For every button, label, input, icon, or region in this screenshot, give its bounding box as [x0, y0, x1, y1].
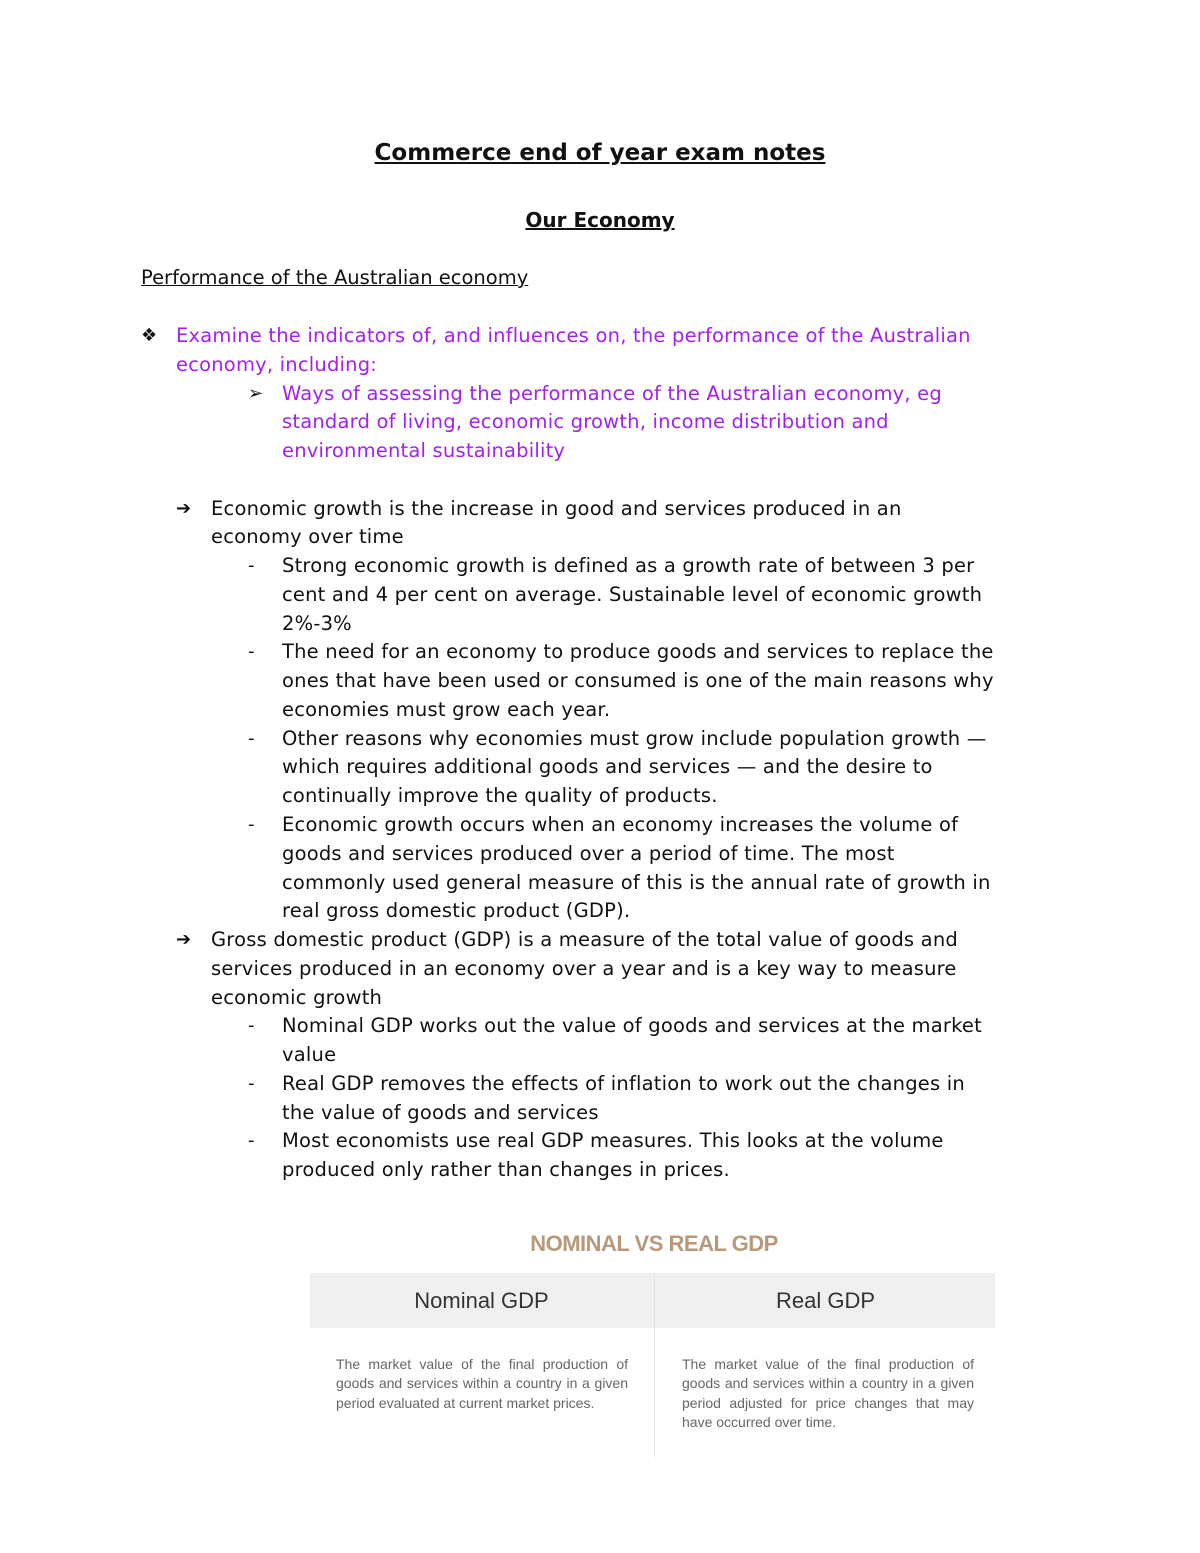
note-line — [0, 753, 1200, 782]
note-line — [0, 1070, 1200, 1099]
nominal-vs-real-gdp-figure — [310, 1225, 995, 1457]
note-line — [0, 811, 1200, 840]
diamond-bullet-icon: ❖ — [141, 325, 158, 346]
note-text: economy over time — [211, 525, 404, 549]
arrow-bullet-icon: ➔ — [176, 497, 192, 519]
note-text: services produced in an economy over a year and is a key way to measure — [211, 956, 957, 980]
note-line — [0, 1099, 1200, 1128]
note-line — [0, 523, 1200, 552]
note-text: environmental sustainability — [282, 439, 566, 463]
real-gdp-header: Real GDP — [775, 1288, 876, 1313]
note-text: 2%-3% — [282, 611, 352, 635]
note-line — [0, 667, 1200, 696]
arrow-bullet-icon: ➔ — [176, 929, 192, 951]
nominal-gdp-header: Nominal GDP — [414, 1288, 549, 1313]
note-line — [0, 926, 1200, 955]
note-line — [0, 581, 1200, 610]
note-text: ones that have been used or consumed is one of the main reasons why — [282, 669, 994, 693]
note-line — [0, 466, 1200, 495]
note-line — [0, 897, 1200, 926]
dash-bullet-icon: - — [248, 641, 255, 663]
note-line — [0, 610, 1200, 639]
note-line — [0, 1156, 1200, 1185]
note-line — [0, 408, 1200, 437]
note-line — [0, 437, 1200, 466]
note-text: economic growth — [211, 985, 383, 1009]
note-text: which requires additional goods and services — and the desire to — [282, 755, 933, 779]
nominal-gdp-definition: The market value of the final production of goods and services within a country in a given period evaluated at current market prices. — [336, 1356, 628, 1411]
subsection-heading: Performance of the Australian economy — [141, 266, 529, 289]
note-text: the value of goods and services — [282, 1100, 599, 1124]
section-title: Our Economy — [525, 208, 675, 232]
arrowhead-bullet-icon: ➢ — [248, 382, 264, 404]
note-text: economies must grow each year. — [282, 697, 611, 721]
note-line — [0, 495, 1200, 524]
note-text: Examine the indicators of, and influences on, the performance of the Australian — [176, 324, 971, 347]
dash-bullet-icon: - — [248, 1130, 255, 1152]
note-text: value — [282, 1043, 337, 1067]
note-line — [0, 782, 1200, 811]
note-line — [0, 869, 1200, 898]
document-title: Commerce end of year exam notes — [374, 140, 826, 166]
note-line — [0, 725, 1200, 754]
note-line — [0, 552, 1200, 581]
note-text: Nominal GDP works out the value of goods and services at the market — [282, 1014, 982, 1038]
note-line — [0, 1127, 1200, 1156]
note-line — [0, 984, 1200, 1013]
note-line — [0, 1041, 1200, 1070]
note-text: produced only rather than changes in prices. — [282, 1158, 730, 1182]
dash-bullet-icon: - — [248, 1072, 255, 1094]
dash-bullet-icon: - — [248, 727, 255, 749]
real-gdp-definition: The market value of the final production of goods and services within a country in a given period adjusted for price changes that may have occurred over time. — [682, 1356, 974, 1430]
note-line — [0, 1012, 1200, 1041]
column-divider — [654, 1273, 655, 1457]
dash-bullet-icon: - — [248, 555, 255, 577]
note-text: continually improve the quality of products. — [282, 784, 718, 808]
notes-body — [0, 322, 1200, 1185]
note-line — [0, 696, 1200, 725]
note-text: Other reasons why economies must grow include population growth — — [282, 726, 987, 750]
note-text: real gross domestic product (GDP). — [282, 899, 631, 923]
note-text: economy, including: — [176, 352, 378, 376]
dash-bullet-icon: - — [248, 1015, 255, 1037]
note-text: Economic growth occurs when an economy increases the volume of — [282, 813, 959, 837]
note-line — [0, 322, 1200, 351]
note-line — [0, 380, 1200, 409]
note-line — [0, 955, 1200, 984]
note-text: Real GDP removes the effects of inflation to work out the changes in — [282, 1071, 965, 1095]
note-text: Gross domestic product (GDP) is a measure of the total value of goods and — [211, 928, 958, 952]
note-text: standard of living, economic growth, income distribution and — [282, 410, 889, 434]
note-text: goods and services produced over a period of time. The most — [282, 841, 895, 865]
note-text: The need for an economy to produce goods and services to replace the — [282, 640, 994, 664]
note-text: Most economists use real GDP measures. This looks at the volume — [282, 1129, 944, 1153]
note-text: Strong economic growth is defined as a growth rate of between 3 per — [282, 554, 975, 578]
note-text: commonly used general measure of this is the annual rate of growth in — [282, 870, 991, 894]
note-line — [0, 351, 1200, 380]
dash-bullet-icon: - — [248, 814, 255, 836]
note-text: Ways of assessing the performance of the Australian economy, eg — [282, 381, 942, 405]
note-text: cent and 4 per cent on average. Sustainable level of economic growth — [282, 582, 983, 606]
note-line — [0, 638, 1200, 667]
note-text: Economic growth is the increase in good and services produced in an — [211, 496, 902, 520]
note-line — [0, 840, 1200, 869]
figure-title: NOMINAL VS REAL GDP — [530, 1231, 778, 1256]
